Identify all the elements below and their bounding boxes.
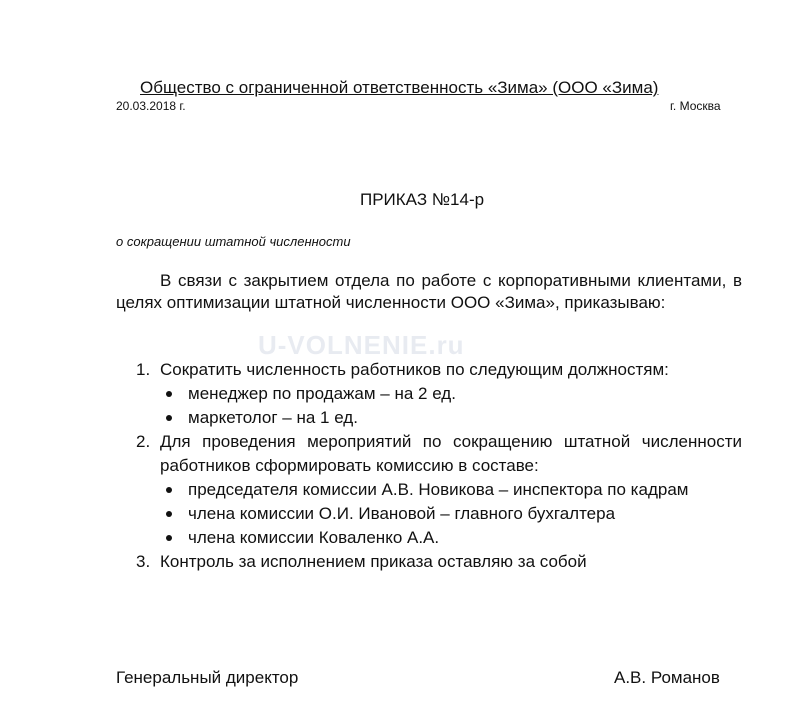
order-item-2 [116,430,742,550]
item-text: Сократить численность работников по следующим должностям: [160,360,669,379]
document-city: г. Москва [670,99,721,113]
watermark-logo: U-VOLNENIE.ru [258,330,465,360]
sub-list-item: председателя комиссии А.В. Новикова – инспектора по кадрам [160,478,742,502]
order-title: ПРИКАЗ №14-р [360,190,485,209]
sub-list-item: члена комиссии О.И. Ивановой – главного бухгалтера [160,502,742,526]
order-intro: В связи с закрытием отдела по работе с корпоративными клиентами, в целях оптимизации штатной численности ООО «Зима», приказываю: [116,271,742,312]
sub-list [160,478,742,550]
bullet-icon [166,487,172,493]
sub-list-item: члена комиссии Коваленко А.А. [160,526,742,550]
bullet-icon [166,391,172,397]
bullet-icon [166,415,172,421]
item-number: 2. [136,432,151,451]
sub-list [160,382,742,430]
item-number: 3. [136,552,151,571]
bullet-icon [166,511,172,517]
order-items [116,358,742,574]
item-text: Контроль за исполнением приказа оставляю за собой [160,552,587,571]
item-text: Для проведения мероприятий по сокращению штатной численности работников сформировать комиссию в составе: [160,432,742,475]
signature-position: Генеральный директор [116,668,299,687]
order-item-1 [116,358,742,430]
order-item-3 [116,550,742,574]
order-subject: о сокращении штатной численности [116,234,351,249]
organization-name: Общество с ограниченной ответственность «Зима» (ООО «Зима) [140,78,659,97]
sub-list-item: менеджер по продажам – на 2 ед. [160,382,742,406]
signature-name: А.В. Романов [614,668,720,687]
sub-list-item: маркетолог – на 1 ед. [160,406,742,430]
document-date: 20.03.2018 г. [116,99,186,113]
bullet-icon [166,535,172,541]
item-number: 1. [136,360,151,379]
